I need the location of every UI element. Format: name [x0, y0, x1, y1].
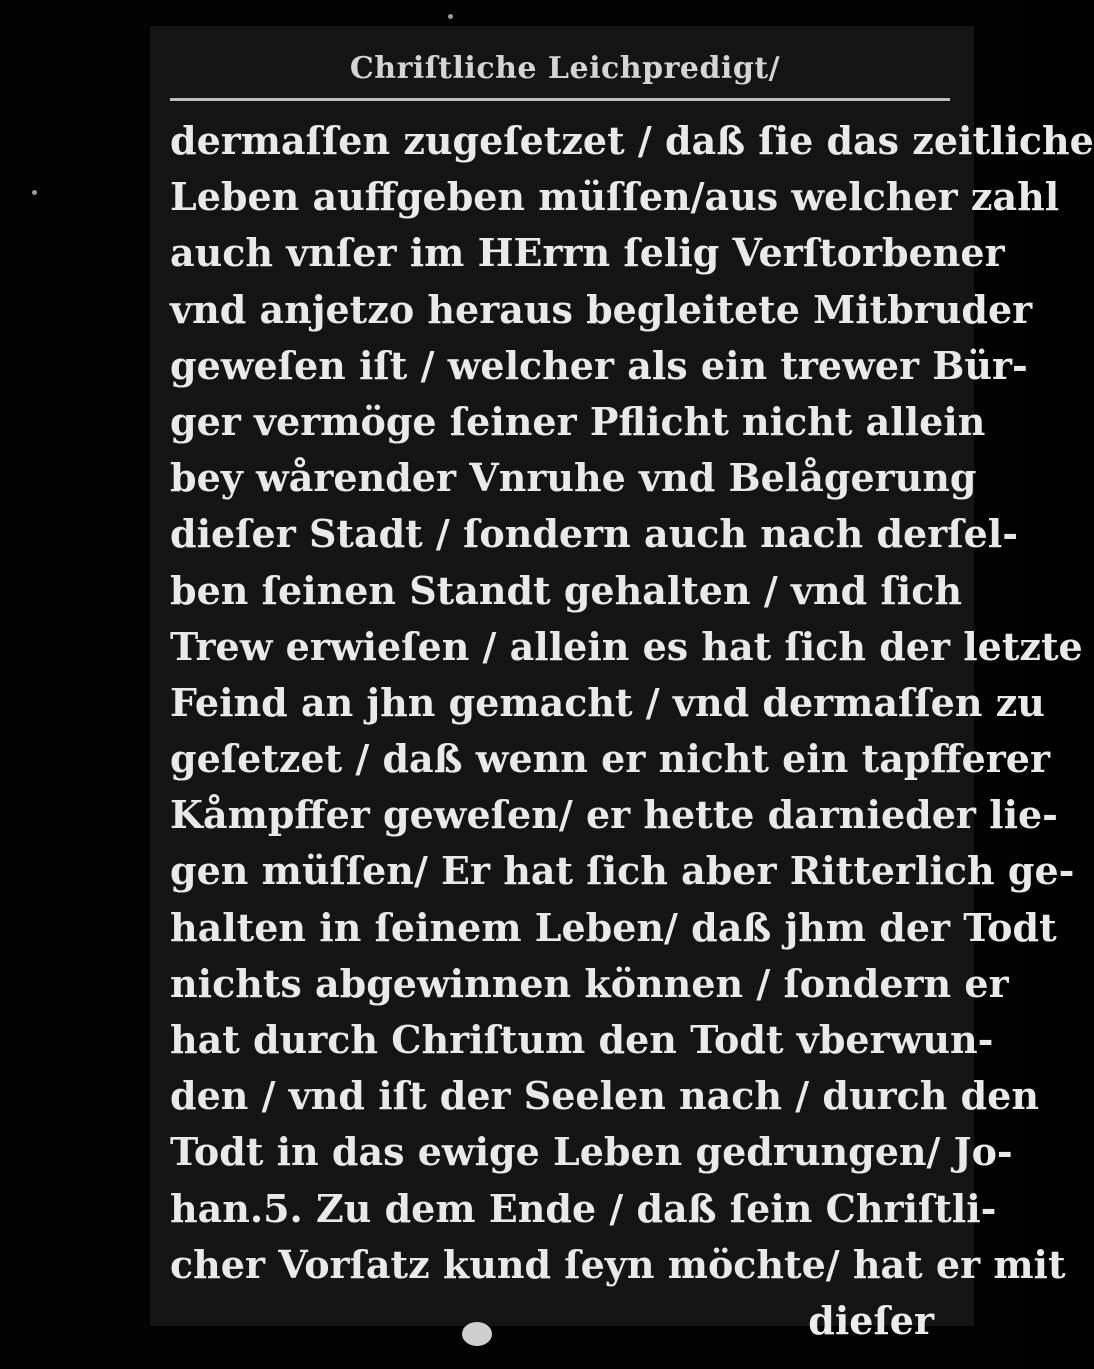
text-line: Trew erwieſen / allein es hat ſich der letzte — [170, 623, 1083, 669]
text-line: den / vnd iſt der Seelen nach / durch den — [170, 1073, 1039, 1119]
dust-speck — [32, 190, 37, 195]
text-line: geſetzet / daß wenn er nicht ein tapfferer — [170, 736, 1050, 782]
text-line: ben ſeinen Standt gehalten / vnd ſich — [170, 567, 963, 613]
text-line: Todt in das ewige Leben gedrungen/ Jo- — [170, 1129, 1013, 1175]
text-line: Feind an jhn gemacht / vnd dermaſſen zu — [170, 679, 1045, 725]
text-line: bey wårender Vnruhe vnd Belågerung — [170, 455, 977, 501]
catchword: dieſer — [808, 1297, 934, 1343]
text-line: dieſer Stadt / ſondern auch nach derſel- — [170, 511, 1018, 557]
text-line: ger vermöge ſeiner Pflicht nicht allein — [170, 398, 986, 444]
ink-blot-ornament — [462, 1322, 492, 1346]
header-rule — [170, 98, 950, 101]
text-line: Kåmpffer geweſen/ er hette darnieder lie- — [170, 792, 1058, 838]
running-head: Chriſtliche Leichpredigt/ — [349, 51, 781, 86]
text-line: halten in ſeinem Leben/ daß jhm der Todt — [170, 904, 1057, 950]
text-line: vnd anjetzo heraus begleitete Mitbruder — [170, 286, 1033, 332]
text-line: hat durch Chriſtum den Todt vberwun- — [170, 1017, 994, 1062]
text-line: nichts abgewinnen können / ſondern er — [170, 960, 1009, 1006]
text-line: han.5. Zu dem Ende / daß ſein Chriſtli- — [170, 1185, 997, 1231]
text-line: Leben auffgeben müſſen/aus welcher zahl — [170, 174, 1060, 220]
text-line: gen müſſen/ Er hat ſich aber Ritterlich ge- — [170, 848, 1075, 894]
text-line: auch vnſer im HErrn ſelig Verſtorbener — [170, 230, 1005, 276]
text-line: geweſen iſt / welcher als ein trewer Bür- — [170, 342, 1028, 388]
page-text-block — [170, 40, 1094, 1349]
dust-speck — [448, 14, 453, 19]
text-line: dermaſſen zugeſetzet / daß ſie das zeitliche — [170, 118, 1094, 163]
text-line: cher Vorſatz kund ſeyn möchte/ hat er mit — [170, 1241, 1066, 1287]
